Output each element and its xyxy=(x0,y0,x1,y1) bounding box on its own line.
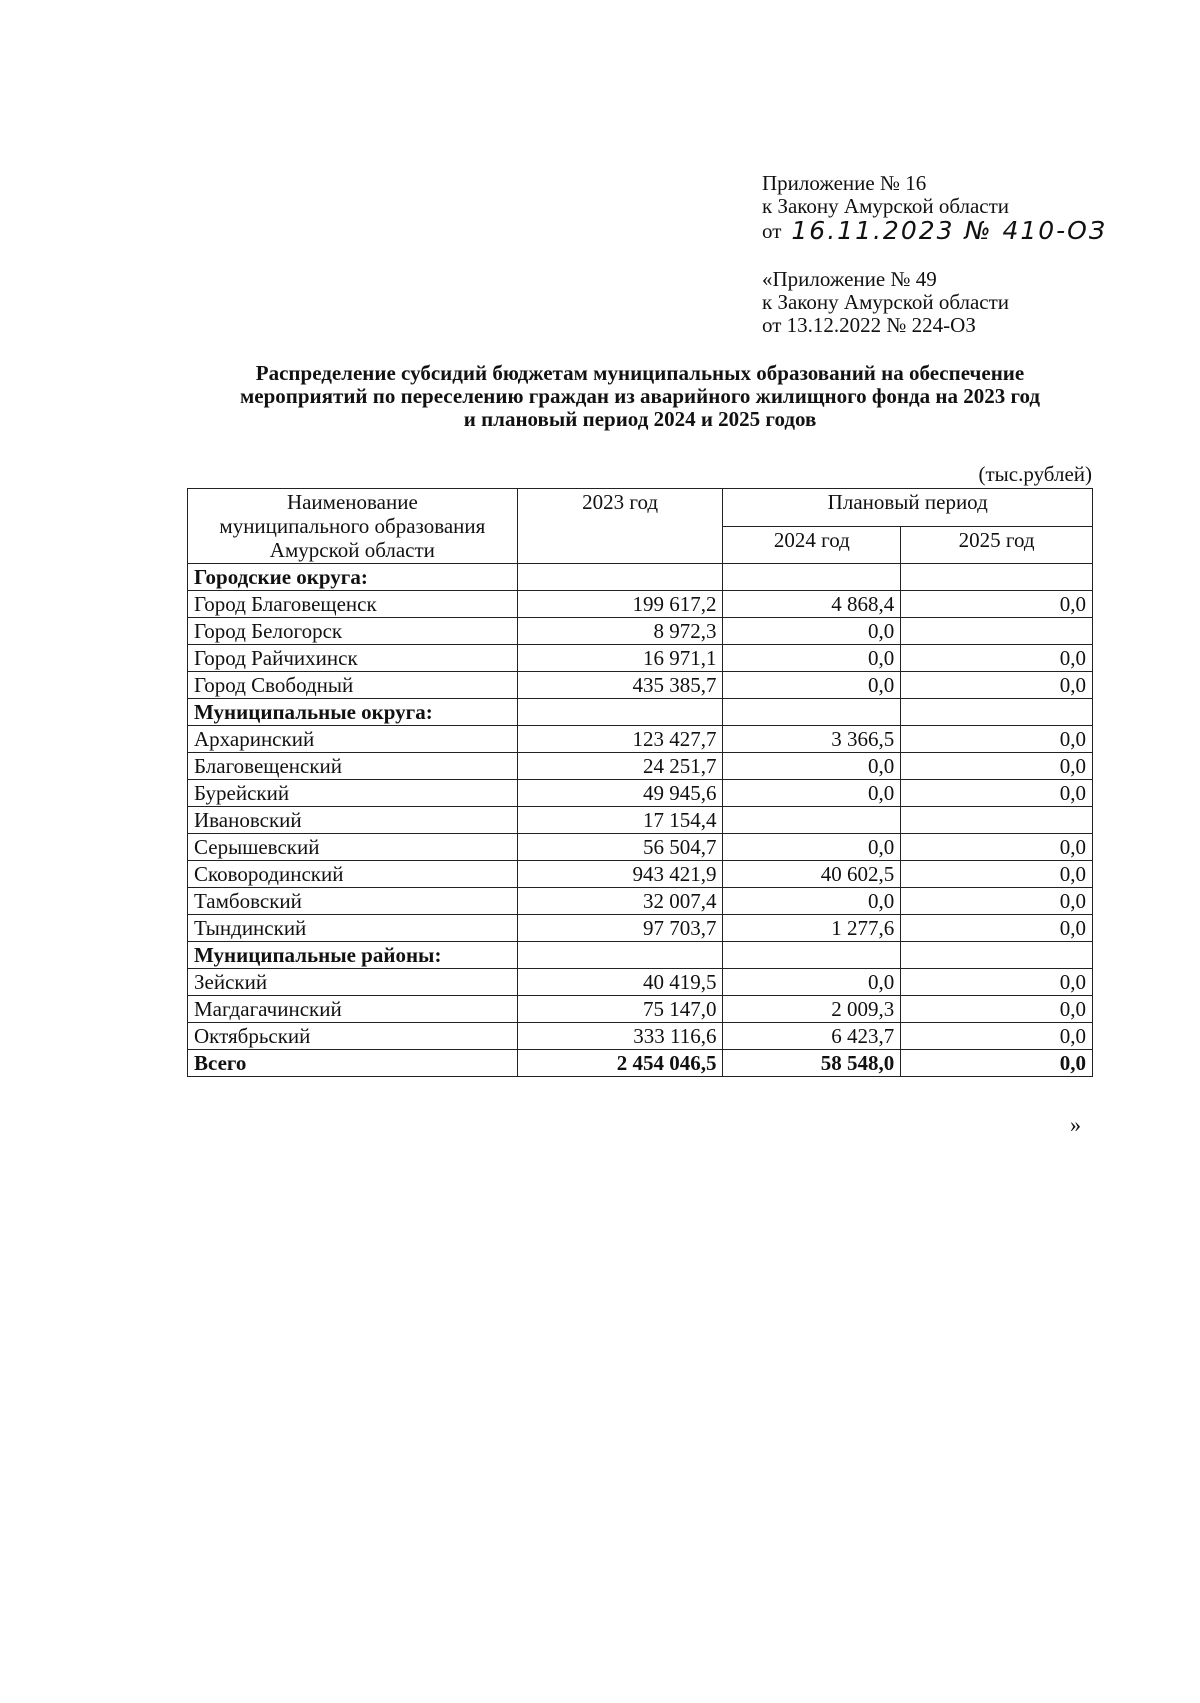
cell-2025 xyxy=(901,618,1093,645)
row-name: Город Благовещенск xyxy=(188,591,518,618)
cell-2025 xyxy=(901,942,1093,969)
total-2025: 0,0 xyxy=(901,1050,1093,1077)
cell-2023: 123 427,7 xyxy=(517,726,723,753)
cell-2025: 0,0 xyxy=(901,780,1093,807)
cell-2025 xyxy=(901,699,1093,726)
cell-2023: 24 251,7 xyxy=(517,753,723,780)
cell-2023: 40 419,5 xyxy=(517,969,723,996)
cell-2024: 1 277,6 xyxy=(723,915,901,942)
row-name: Зейский xyxy=(188,969,518,996)
table-row xyxy=(188,996,1093,1023)
table-row xyxy=(188,915,1093,942)
cell-2023: 8 972,3 xyxy=(517,618,723,645)
row-name: Архаринский xyxy=(188,726,518,753)
cell-2024: 3 366,5 xyxy=(723,726,901,753)
table-row xyxy=(188,861,1093,888)
closing-quote: » xyxy=(1070,1112,1081,1137)
cell-2024: 0,0 xyxy=(723,834,901,861)
cell-2025 xyxy=(901,564,1093,591)
cell-2024: 40 602,5 xyxy=(723,861,901,888)
row-name: Благовещенский xyxy=(188,753,518,780)
row-name: Тындинский xyxy=(188,915,518,942)
row-name: Октябрьский xyxy=(188,1023,518,1050)
row-name: Муниципальные округа: xyxy=(188,699,518,726)
cell-2025: 0,0 xyxy=(901,915,1093,942)
table-row xyxy=(188,1023,1093,1050)
table-row xyxy=(188,969,1093,996)
cell-2025: 0,0 xyxy=(901,753,1093,780)
row-name: Городские округа: xyxy=(188,564,518,591)
header-2023: 2023 год xyxy=(517,489,723,564)
cell-2023: 16 971,1 xyxy=(517,645,723,672)
document-title xyxy=(180,362,1100,431)
cell-2025: 0,0 xyxy=(901,726,1093,753)
cell-2024 xyxy=(723,699,901,726)
cell-2025: 0,0 xyxy=(901,888,1093,915)
row-name: Город Райчихинск xyxy=(188,645,518,672)
cell-2023 xyxy=(517,699,723,726)
annex-date-line xyxy=(762,218,1107,243)
cell-2023: 49 945,6 xyxy=(517,780,723,807)
subsidy-table xyxy=(187,488,1093,1077)
cell-2024: 2 009,3 xyxy=(723,996,901,1023)
table-row xyxy=(188,780,1093,807)
cell-2024: 0,0 xyxy=(723,672,901,699)
table-row xyxy=(188,591,1093,618)
cell-2023: 75 147,0 xyxy=(517,996,723,1023)
previous-annex-header xyxy=(762,268,1009,337)
cell-2024: 0,0 xyxy=(723,780,901,807)
row-name: Тамбовский xyxy=(188,888,518,915)
total-row xyxy=(188,1050,1093,1077)
cell-2023: 199 617,2 xyxy=(517,591,723,618)
header-name: Наименование муниципального образования Амурской области xyxy=(188,489,518,564)
cell-2025: 0,0 xyxy=(901,996,1093,1023)
table-row xyxy=(188,834,1093,861)
table-row xyxy=(188,726,1093,753)
table-row xyxy=(188,753,1093,780)
total-name: Всего xyxy=(188,1050,518,1077)
row-name: Серышевский xyxy=(188,834,518,861)
cell-2025: 0,0 xyxy=(901,969,1093,996)
annex-header xyxy=(762,172,1107,243)
header-2024: 2024 год xyxy=(723,526,901,564)
cell-2023: 97 703,7 xyxy=(517,915,723,942)
cell-2023: 56 504,7 xyxy=(517,834,723,861)
table-row xyxy=(188,672,1093,699)
cell-2023 xyxy=(517,564,723,591)
table-row xyxy=(188,888,1093,915)
annex-number: Приложение № 16 xyxy=(762,171,927,195)
cell-2023: 32 007,4 xyxy=(517,888,723,915)
cell-2025: 0,0 xyxy=(901,834,1093,861)
total-2023: 2 454 046,5 xyxy=(517,1050,723,1077)
total-2024: 58 548,0 xyxy=(723,1050,901,1077)
prev-annex-law-ref: к Закону Амурской области xyxy=(762,290,1010,314)
cell-2024 xyxy=(723,807,901,834)
cell-2023: 943 421,9 xyxy=(517,861,723,888)
cell-2024: 6 423,7 xyxy=(723,1023,901,1050)
row-name: Бурейский xyxy=(188,780,518,807)
cell-2025 xyxy=(901,807,1093,834)
cell-2024: 0,0 xyxy=(723,969,901,996)
cell-2025: 0,0 xyxy=(901,861,1093,888)
cell-2024 xyxy=(723,942,901,969)
prev-annex-date: от 13.12.2022 № 224-ОЗ xyxy=(762,313,976,337)
cell-2025: 0,0 xyxy=(901,1023,1093,1050)
cell-2024: 0,0 xyxy=(723,645,901,672)
cell-2024: 4 868,4 xyxy=(723,591,901,618)
row-name: Муниципальные районы: xyxy=(188,942,518,969)
table-row xyxy=(188,618,1093,645)
table-row xyxy=(188,645,1093,672)
header-2025: 2025 год xyxy=(901,526,1093,564)
cell-2025: 0,0 xyxy=(901,672,1093,699)
row-name: Сковородинский xyxy=(188,861,518,888)
header-planned-period: Плановый период xyxy=(723,489,1093,527)
row-name: Ивановский xyxy=(188,807,518,834)
cell-2023: 333 116,6 xyxy=(517,1023,723,1050)
cell-2024 xyxy=(723,564,901,591)
cell-2024: 0,0 xyxy=(723,888,901,915)
annex-law-ref: к Закону Амурской области xyxy=(762,194,1010,218)
cell-2023: 435 385,7 xyxy=(517,672,723,699)
row-name: Город Свободный xyxy=(188,672,518,699)
row-name: Город Белогорск xyxy=(188,618,518,645)
title-line-2: мероприятий по переселению граждан из аварийного жилищного фонда на 2023 год xyxy=(239,384,1041,408)
cell-2025: 0,0 xyxy=(901,645,1093,672)
section-row xyxy=(188,564,1093,591)
handwritten-date: 16.11.2023 № 410-ОЗ xyxy=(791,216,1107,245)
cell-2023 xyxy=(517,942,723,969)
title-line-1: Распределение субсидий бюджетам муниципальных образований на обеспечение xyxy=(255,361,1025,385)
row-name: Магдагачинский xyxy=(188,996,518,1023)
title-line-3: и плановый период 2024 и 2025 годов xyxy=(463,407,817,431)
cell-2024: 0,0 xyxy=(723,753,901,780)
cell-2023: 17 154,4 xyxy=(517,807,723,834)
section-row xyxy=(188,699,1093,726)
table-row xyxy=(188,807,1093,834)
annex-date-prefix: от xyxy=(762,219,782,243)
cell-2025: 0,0 xyxy=(901,591,1093,618)
unit-label: (тыс.рублей) xyxy=(978,462,1092,486)
prev-annex-number: «Приложение № 49 xyxy=(762,267,937,291)
cell-2024: 0,0 xyxy=(723,618,901,645)
section-row xyxy=(188,942,1093,969)
